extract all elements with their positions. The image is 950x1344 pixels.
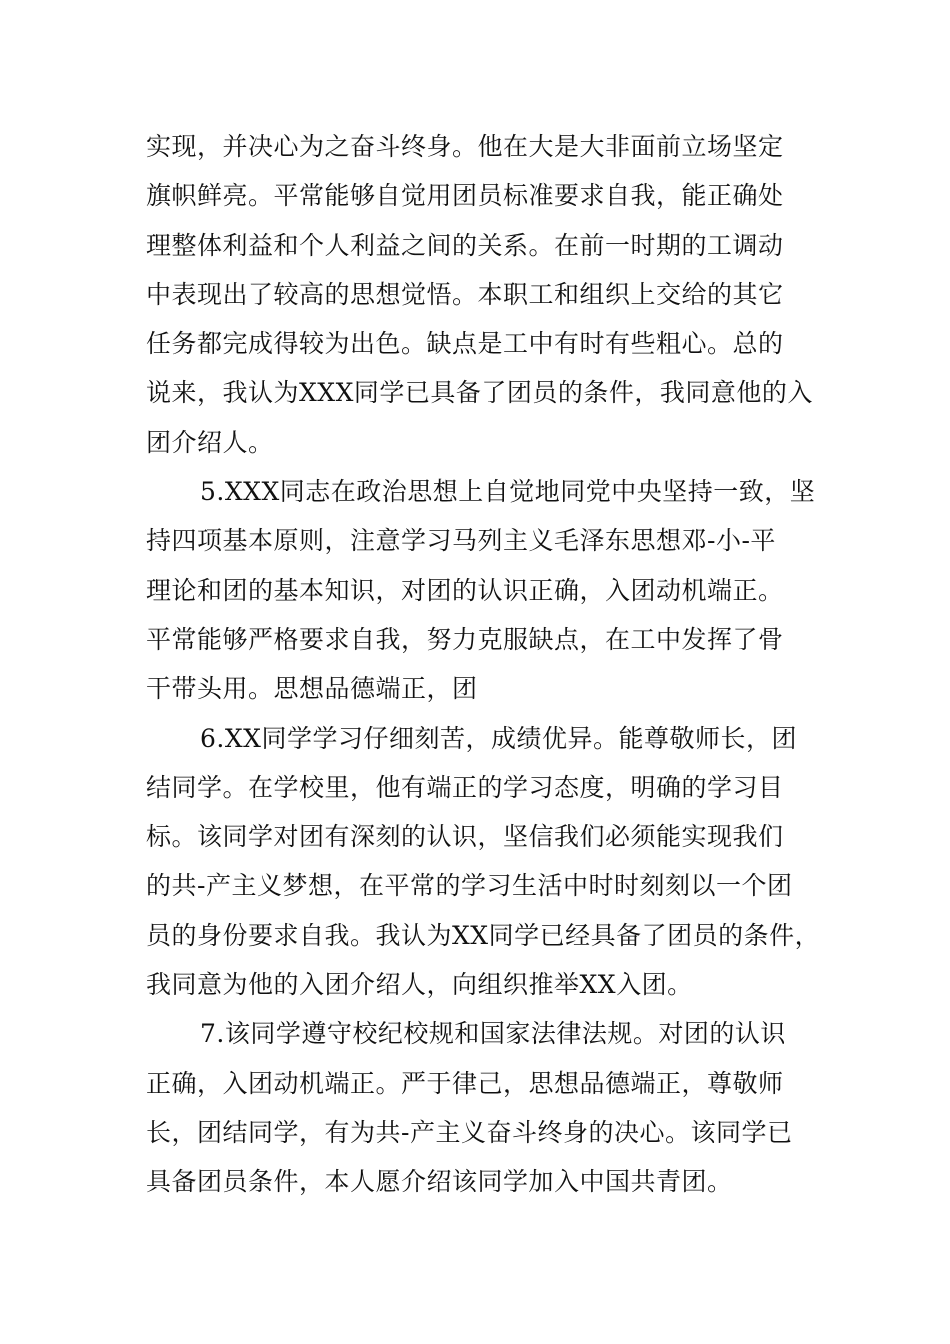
text-line: 说来，我认为XXX同学已具备了团员的条件，我同意他的入	[146, 378, 813, 408]
text-line: 持四项基本原则，注意学习马列主义毛泽东思想邓-小-平	[146, 526, 776, 556]
text-line: 实现，并决心为之奋斗终身。他在大是大非面前立场坚定	[146, 132, 784, 161]
paragraph-item-6	[146, 714, 826, 1010]
text-line: 长，团结同学，有为共-产主义奋斗终身的决心。该同学已	[146, 1117, 793, 1147]
text-line: 具备团员条件，本人愿介绍该同学加入中国共青团。	[146, 1167, 733, 1197]
text-line: 团介绍人。	[146, 427, 274, 457]
paragraph-item-5	[146, 467, 826, 713]
text-line: 任务都完成得较为出色。缺点是工中有时有些粗心。总的	[146, 329, 784, 359]
text-line: 中表现出了较高的思想觉悟。本职工和组织上交给的其它	[146, 279, 784, 309]
text-line: 理整体利益和个人利益之间的关系。在前一时期的工调动	[146, 230, 784, 260]
paragraph-item-7	[146, 1009, 826, 1206]
text-line: 标。该同学对团有深刻的认识，坚信我们必须能实现我们	[146, 822, 784, 852]
text-line: 结同学。在学校里，他有端正的学习态度，明确的学习目	[146, 772, 784, 802]
text-line: 我同意为他的入团介绍人，向组织推举XX入团。	[146, 970, 693, 1000]
text-line-first: 7.该同学遵守校纪校规和国家法律法规。对团的认识	[200, 1019, 786, 1049]
paragraph-continuation	[146, 122, 826, 467]
text-line-first: 6.XX同学学习仔细刻苦，成绩优异。能尊敬师长，团	[200, 723, 797, 753]
text-line: 平常能够严格要求自我，努力克服缺点，在工中发挥了骨	[146, 624, 784, 654]
text-line: 员的身份要求自我。我认为XX同学已经具备了团员的条件，	[146, 920, 821, 950]
text-line: 正确，入团动机端正。严于律己，思想品德端正，尊敬师	[146, 1068, 784, 1098]
text-line: 干带头用。思想品德端正，团	[146, 674, 478, 704]
text-line: 旗帜鲜亮。平常能够自觉用团员标准要求自我，能正确处	[146, 181, 784, 211]
text-line-first: 5.XXX同志在政治思想上自觉地同党中央坚持一致，坚	[200, 477, 816, 507]
text-line: 的共-产主义梦想，在平常的学习生活中时时刻刻以一个团	[146, 871, 793, 901]
text-line: 理论和团的基本知识，对团的认识正确，入团动机端正。	[146, 575, 784, 605]
document-body	[146, 122, 826, 1207]
